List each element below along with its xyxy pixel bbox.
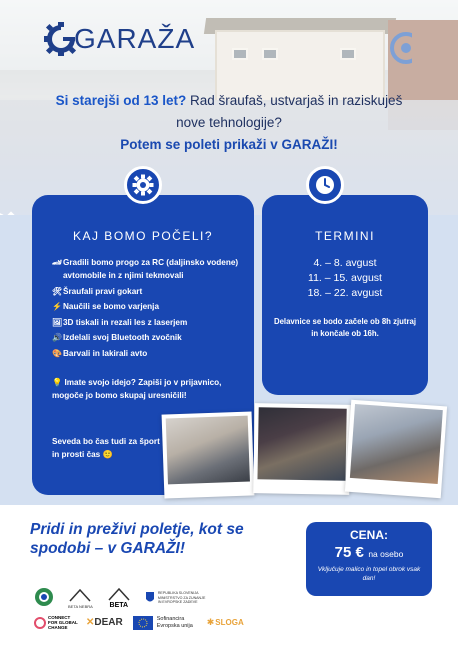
sponsor-logo (145, 590, 210, 605)
sponsor-logos-row (34, 615, 284, 630)
list-item (52, 300, 248, 313)
house-logo-icon (68, 587, 92, 603)
idea-text: Imate svojo idejo? Zapiši jo v prijavnico, mogoče jo bomo skupaj uresničili! (52, 378, 222, 400)
hours-note: Delavnice se bodo začele ob 8h zjutraj in končale ob 16h. (273, 317, 417, 338)
activities-title: KAJ BOMO POČELI? (72, 229, 214, 243)
photo-image (257, 407, 346, 481)
workshop-photo (345, 400, 447, 498)
price-row (306, 544, 432, 562)
list-item (52, 285, 248, 298)
sponsor-logo (133, 616, 197, 630)
logo-text: GARAŽA (74, 23, 196, 54)
logo-gear-icon (44, 22, 78, 56)
sponsor-logo (68, 587, 93, 609)
list-item-text: Šraufali pravi gokart (63, 286, 143, 296)
sponsor-logo-label: Sofinancira Evropska unija (156, 616, 193, 629)
dates-list (262, 256, 428, 301)
intro-rest: Rad šraufaš, ustvarjaš in raziskuješ nove tehnologije? (176, 93, 403, 130)
x-mark-icon: ✕ (86, 617, 95, 628)
sponsor-logo-label: CONNECT FOR GLOBAL CHANGE (48, 615, 78, 630)
list-item-text: Izdelali svoj Bluetooth zvočnik (63, 333, 182, 342)
list-item (52, 316, 248, 329)
idea-note (52, 376, 252, 402)
date-range: 11. – 15. avgust (308, 272, 382, 284)
lightning-icon: ⚡ (52, 302, 62, 311)
intro-cta: Potem se poleti prikaži v GARAŽI! (120, 137, 338, 152)
price-note: Vključuje malico in topel obrok vsak dan! (317, 566, 421, 582)
shield-logo-icon (145, 591, 155, 605)
dates-title: TERMINI (315, 229, 375, 243)
workshop-photo (162, 411, 255, 498)
frame-icon: 🖼 (52, 317, 63, 327)
sport-note: Seveda bo čas tudi za šport in prosti čas 🙂 (52, 437, 160, 459)
sponsor-logo (34, 615, 78, 630)
sponsor-logo (86, 617, 123, 628)
sponsor-logo (207, 617, 244, 628)
price-box (306, 522, 432, 596)
sloga-mark-icon: ✱ (206, 617, 215, 627)
workshop-photo (253, 403, 351, 495)
tools-icon: 🛠 (52, 286, 63, 296)
clock-glyph-icon (314, 174, 336, 196)
price-amount: 75 € (334, 544, 364, 561)
intro-question: Si starejši od 13 let? (55, 93, 187, 108)
lightbulb-icon: 💡 (52, 378, 63, 387)
logo (44, 22, 195, 56)
sponsor-logo-label: REPUBLIKA SLOVENIJA MINISTRSTVO ZA ZUNANJE IN EVROPSKE ZADEVE (157, 591, 206, 605)
list-item-text: 3D tiskali in rezali les z laserjem (63, 317, 188, 327)
slogan: Pridi in preživi poletje, kot se spodobi – v GARAŽI! (30, 521, 244, 557)
gear-decoration-icon (386, 22, 412, 74)
sponsor-logo (107, 586, 131, 609)
crest-logo-icon (34, 587, 54, 607)
list-item (52, 347, 248, 360)
sponsor-logo (34, 587, 54, 608)
sponsor-logo-label: SLOGA (215, 618, 244, 627)
gear-glyph-icon (132, 174, 154, 196)
date-range: 18. – 22. avgust (307, 287, 383, 299)
list-item (52, 256, 248, 282)
list-item-text: Naučili se bomo varjenja (63, 302, 160, 311)
gear-icon (124, 166, 162, 204)
race-car-icon: 🏎 (52, 258, 63, 267)
list-item-text: Gradili bomo progo za RC (daljinsko vodene) avtomobile in z njimi tekmovali (63, 258, 239, 280)
list-item (52, 331, 248, 344)
list-item-text: Barvali in lakirali avto (63, 348, 148, 358)
clock-icon (306, 166, 344, 204)
sponsor-logo-label: BETA NEBRA (68, 603, 93, 609)
sponsor-logo-label: BETA (109, 602, 129, 609)
palette-icon: 🎨 (52, 348, 62, 358)
beta-logo-icon (107, 586, 131, 602)
price-unit: na osebo (368, 549, 404, 559)
sponsor-logos-row (34, 586, 284, 609)
date-range: 4. – 8. avgust (313, 257, 377, 269)
globe-logo-icon (34, 617, 46, 629)
intro-text (40, 90, 418, 156)
photo-image (350, 404, 443, 484)
photo-image (166, 416, 250, 485)
speaker-icon: 🔊 (52, 333, 62, 342)
price-label: CENA: (350, 528, 388, 542)
sponsor-logo-label: DEAR (94, 617, 123, 628)
eu-flag-icon (133, 616, 153, 630)
activities-list (52, 256, 248, 362)
